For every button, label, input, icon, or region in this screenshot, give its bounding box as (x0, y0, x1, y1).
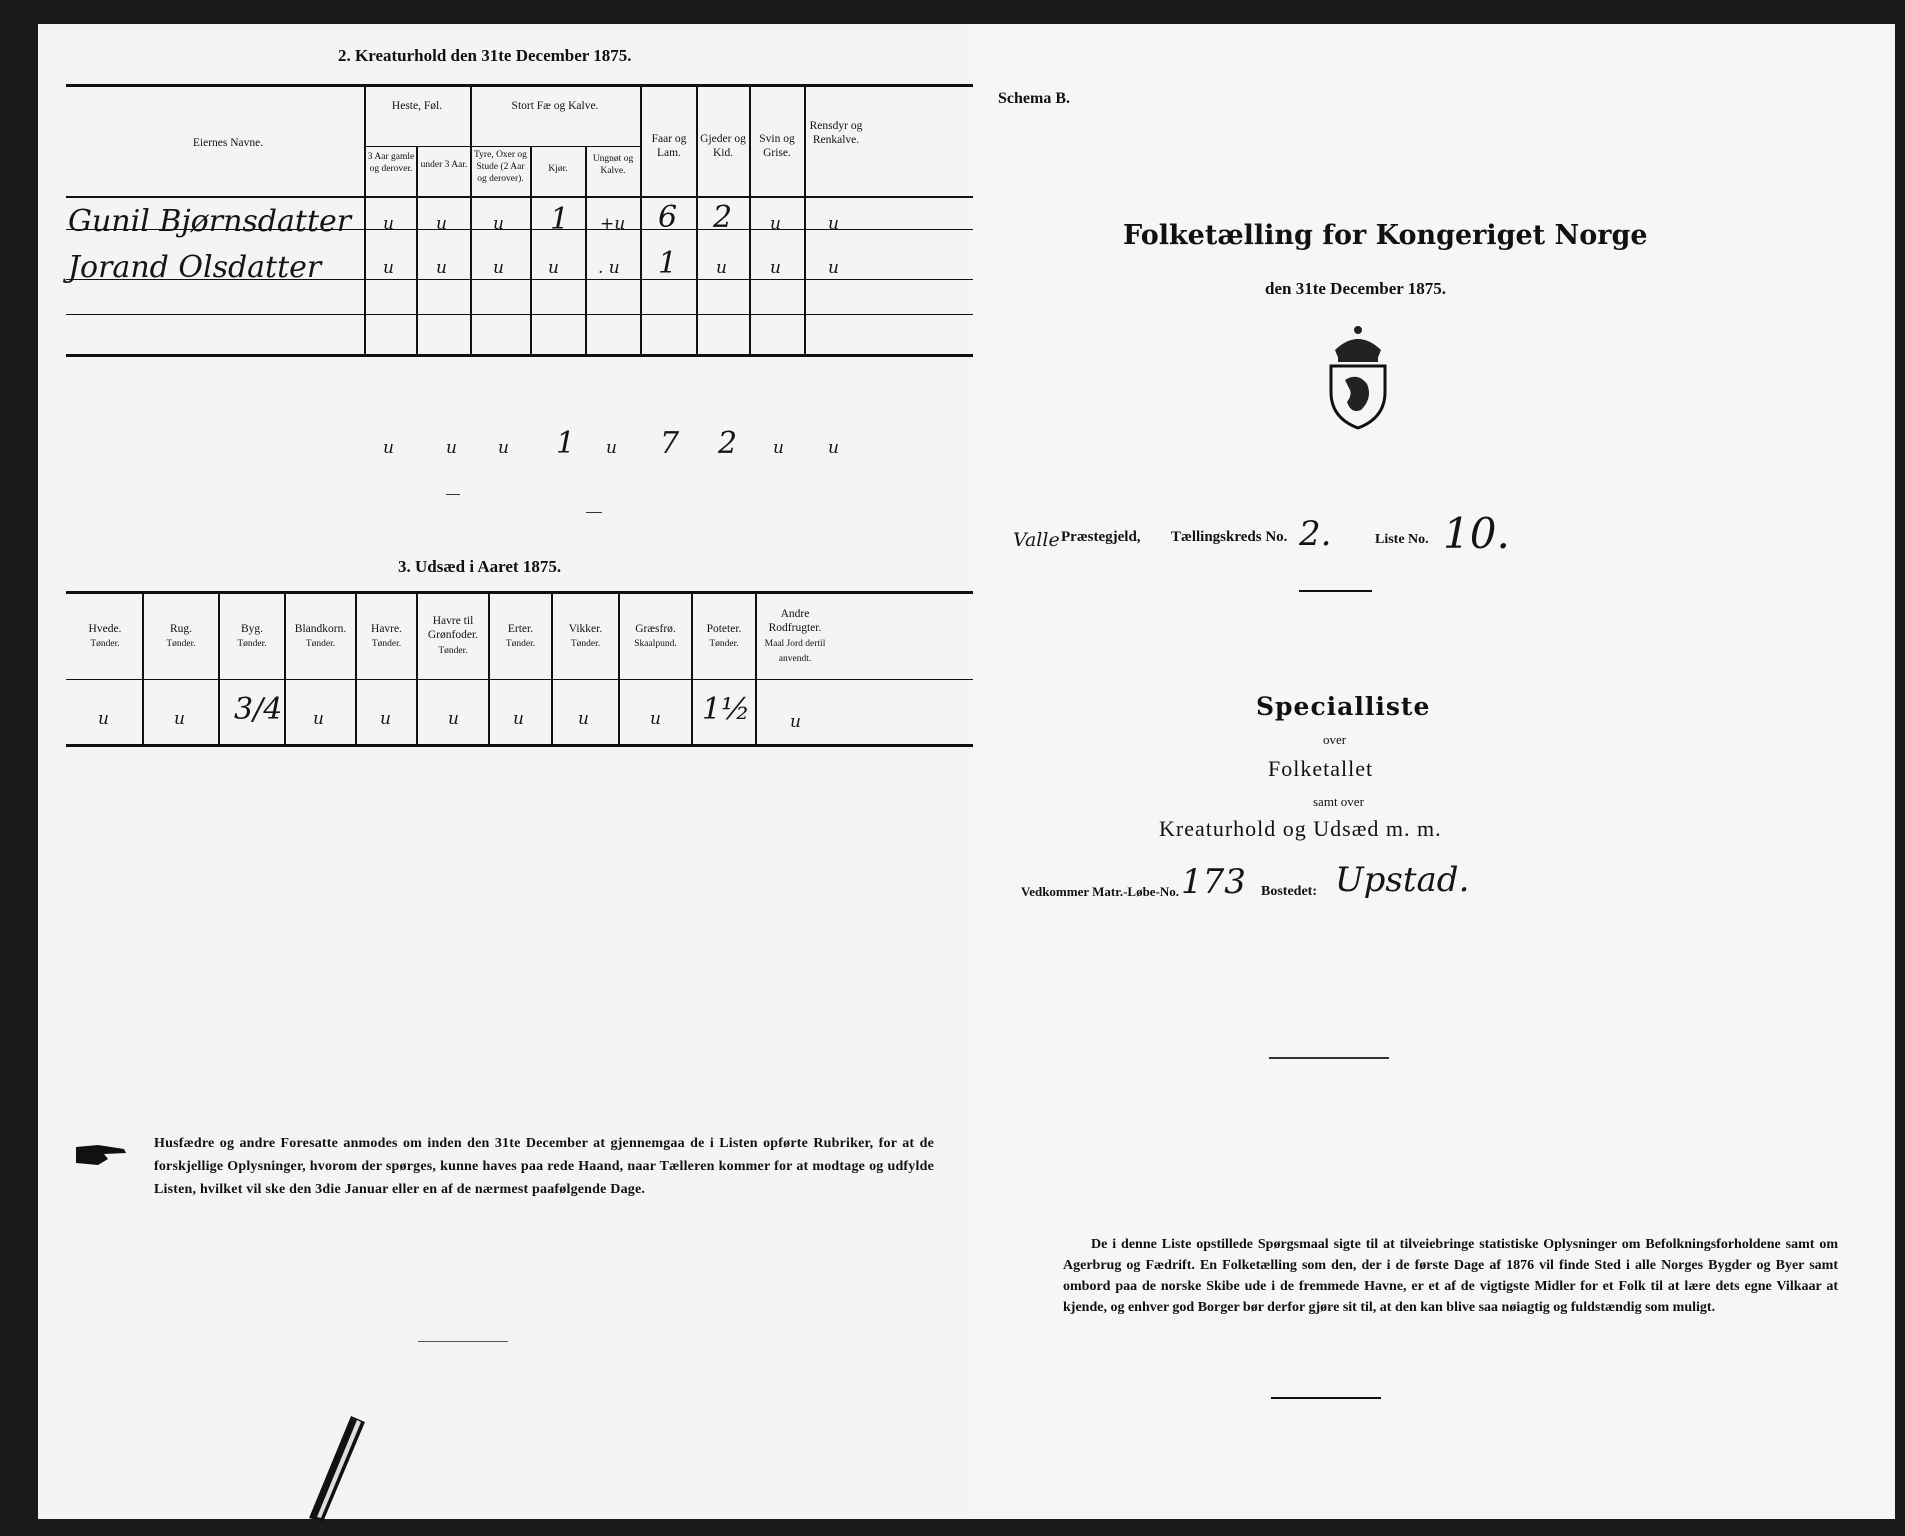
seed-header-mixed: Blandkorn. Tønder. (294, 623, 347, 650)
title-date: den 31te December 1875. (1265, 279, 1446, 298)
total-value: u (828, 438, 839, 458)
notice-text: Husfædre og andre Foresatte anmodes om inden den 31te December at gjennemgaa de i Listen opførte Rubriker, for at de forskjellige Oplysninger, hvorom der spørges, kunne haves paa rede Haand, naar Tælleren kommer for at modtage og udfylde Listen, hvilket vil ske den 3die Januar eller en af de nærmest paafølgende Dage. (154, 1136, 934, 1197)
cell-value: u (828, 214, 839, 234)
list-label: Liste No. (1375, 532, 1429, 547)
table-bottom-rule (66, 354, 976, 357)
cell-value: 2 (713, 200, 733, 235)
seed-value: u (650, 709, 661, 729)
district-number: 2. (1299, 514, 1332, 554)
parish-label: Præstegjeld, (1061, 529, 1141, 545)
seed-value: u (380, 709, 391, 729)
pointing-hand-icon (74, 1139, 130, 1169)
seed-value: u (513, 709, 524, 729)
total-value: u (773, 438, 784, 458)
seed-header-rye: Rug. Tønder. (166, 623, 196, 650)
seed-value: u (98, 709, 109, 729)
seed-value: 1½ (702, 692, 751, 727)
matr-label: Vedkommer Matr.-Løbe-No. (1021, 884, 1180, 899)
schema-label: Schema B. (998, 90, 1070, 107)
cell-value: u (436, 214, 447, 234)
header-sheep: Faar og Lam. (651, 133, 687, 160)
total-value: u (606, 438, 617, 458)
owner-name: Jorand Olsdatter (68, 250, 322, 285)
seed-header-oats-fodder: Havre til Grønfoder. Tønder. (427, 615, 479, 656)
cell-value: u (548, 258, 559, 278)
parish-name: Valle (1013, 529, 1060, 551)
cell-value: u (383, 214, 394, 234)
special-title: Specialliste (1256, 692, 1431, 721)
folketallet-text: Folketallet (1268, 756, 1374, 781)
owner-name: Gunil Bjørnsdatter (68, 204, 352, 239)
district-label: Tællingskreds No. (1171, 529, 1288, 545)
cell-value: u (716, 258, 727, 278)
header-horses: Heste, Føl. (391, 100, 443, 112)
bostedet-label: Bostedet: (1261, 884, 1317, 899)
header-cattle-young: Ungnøt og Kalve. (592, 154, 634, 176)
cell-value: u (828, 258, 839, 278)
right-page (973, 24, 1895, 1519)
seed-value: u (174, 709, 185, 729)
total-value: u (446, 438, 457, 458)
cell-value: 6 (658, 200, 678, 235)
explanation-paragraph: De i denne Liste opstillede Spørgsmaal sigte til at tilveiebringe statistiske Oplysninger om Befolkningsforholdene samt om Agerbrug og Fædrift. En Folketælling som den, der i de første Dage af 1876 vil finde Sted i alle Norges Bygder og Byer samt ombord paa de norske Skibe ude i de fremmede Havne, er et af de vigtigste Midler for et Folk til at lære dets egne Vilkaar at kjende, og enhver god Borger bør derfor gjøre sit til, at den kan blive saa nøiagtig og fuldstændig som muligt. (1063, 1237, 1838, 1315)
seed-header-grass: Græsfrø. Skaalpund. (634, 623, 677, 650)
seed-header-wheat: Hvede. Tønder. (88, 623, 122, 650)
seed-value: u (448, 709, 459, 729)
cell-value: u (493, 258, 504, 278)
header-horses-adult: 3 Aar gamle og derover. (367, 152, 415, 174)
matr-number: 173 (1181, 862, 1246, 902)
table-header-rule (66, 196, 976, 198)
header-cattle-bulls: Tyre, Oxer og Stude (2 Aar og derover). (474, 150, 527, 184)
coat-of-arms-icon (1323, 322, 1393, 430)
seed-value: u (790, 712, 801, 732)
seed-header-roots: Andre Rodfrugter. Maal Jord dertil anvendt. (764, 608, 826, 664)
seed-value: u (578, 709, 589, 729)
header-reindeer: Rensdyr og Renkalve. (809, 120, 863, 147)
left-page (38, 24, 973, 1519)
kreaturhold-text: Kreaturhold og Udsæd m. m. (1159, 816, 1442, 841)
samt-over-text: samt over (1313, 794, 1364, 809)
header-owners: Eiernes Navne. (192, 137, 264, 149)
main-title: Folketælling for Kongeriget Norge (1123, 220, 1648, 251)
header-cattle-cows: Kjør. (548, 164, 568, 174)
seed-header-oats: Havre. Tønder. (371, 623, 402, 650)
seed-header-vetch: Vikker. Tønder. (568, 623, 603, 650)
seed-header-barley: Byg. Tønder. (237, 623, 267, 650)
seed-table-bottom-rule (66, 744, 976, 747)
over-text: over (1323, 732, 1347, 747)
seed-value: 3/4 (234, 692, 283, 727)
header-goats: Gjeder og Kid. (700, 133, 746, 160)
table-top-rule (66, 84, 976, 87)
cell-value: u (383, 258, 394, 278)
cell-value: 1 (658, 246, 678, 281)
cell-value: . u (598, 258, 620, 278)
cell-value: u (770, 214, 781, 234)
seed-value: u (313, 709, 324, 729)
seed-header-peas: Erter. Tønder. (505, 623, 536, 650)
pen-object (303, 1414, 373, 1524)
section2-title: 2. Kreaturhold den 31te December 1875. (338, 46, 632, 65)
bostedet-value: Upstad. (1335, 860, 1470, 900)
header-horses-young: under 3 Aar. (420, 160, 468, 170)
total-value: 1 (556, 426, 576, 461)
seed-header-potatoes: Poteter. Tønder. (706, 623, 742, 650)
header-cattle: Stort Fæ og Kalve. (511, 100, 599, 112)
cell-value: u (770, 258, 781, 278)
total-value: u (383, 438, 394, 458)
total-value: 7 (660, 426, 680, 461)
section3-title: 3. Udsæd i Aaret 1875. (398, 557, 562, 576)
seed-table-top-rule (66, 591, 976, 594)
list-number: 10. (1443, 509, 1510, 558)
total-value: 2 (718, 426, 738, 461)
cell-value: 1 (550, 202, 570, 237)
header-pigs: Svin og Grise. (759, 133, 795, 160)
cell-value: u (493, 214, 504, 234)
total-value: u (498, 438, 509, 458)
cell-value: u (436, 258, 447, 278)
cell-value: +u (600, 214, 626, 234)
